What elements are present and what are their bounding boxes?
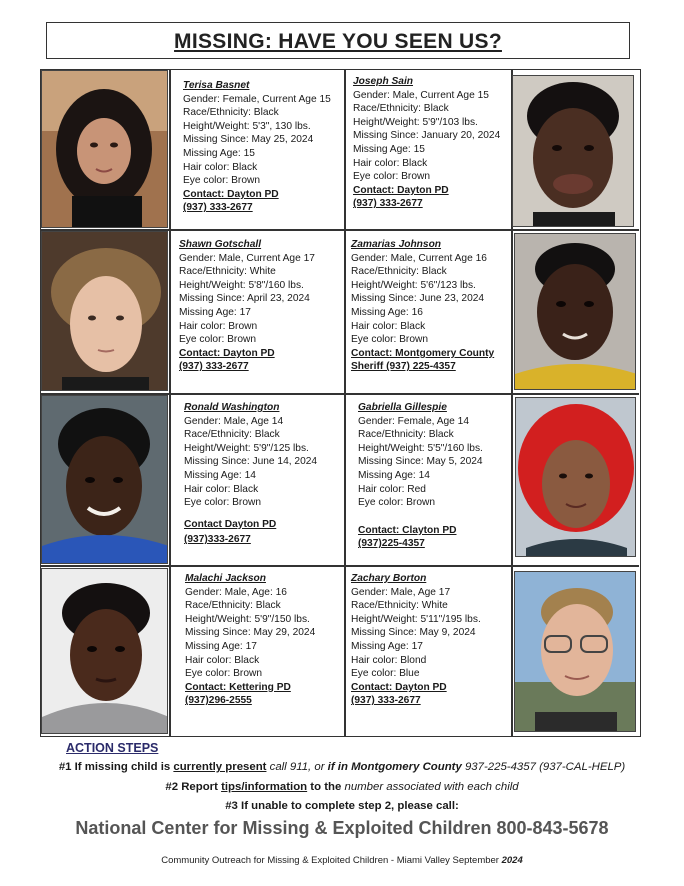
child-contact: Contact: Dayton PD <box>353 184 449 196</box>
child-contact-phone: (937)225-4357 <box>358 538 425 550</box>
child-height-weight: Height/Weight: 5'9"/103 lbs. <box>353 116 478 128</box>
child-height-weight: Height/Weight: 5'5"/160 lbs. <box>358 442 483 454</box>
photo-zachary-borton <box>514 571 636 732</box>
col-divider <box>169 70 171 229</box>
photo-ronald-washington <box>41 395 168 564</box>
child-height-weight: Height/Weight: 5'6"/123 lbs. <box>351 279 476 291</box>
person-photo-icon <box>516 398 636 557</box>
child-missing-age: Missing Age: 17 <box>185 640 257 652</box>
child-gender: Gender: Male, Age 17 <box>351 586 451 598</box>
child-contact-phone: (937)296-2555 <box>185 695 252 707</box>
child-contact-phone: (937) 333-2677 <box>183 202 253 214</box>
step-1-part-e: 937-225-4357 (937-CAL-HELP) <box>461 761 626 773</box>
step-1-part-b: currently present <box>173 761 267 773</box>
step-2-part-a: #2 Report <box>165 781 222 793</box>
child-hair: Hair color: Black <box>183 161 258 173</box>
child-missing-since: Missing Since: April 23, 2024 <box>179 293 310 305</box>
child-height-weight: Height/Weight: 5'3", 130 lbs. <box>183 120 311 132</box>
child-eyes: Eye color: Brown <box>179 334 257 346</box>
row-divider <box>41 565 639 567</box>
photo-joseph-sain <box>512 75 634 227</box>
child-name: Joseph Sain <box>353 76 414 87</box>
child-missing-age: Missing Age: 14 <box>184 469 256 481</box>
child-missing-since: Missing Since: May 29, 2024 <box>185 627 316 639</box>
child-hair: Hair color: Red <box>358 483 426 495</box>
child-gender: Gender: Male, Current Age 17 <box>179 252 315 264</box>
child-contact: Contact: Montgomery County <box>351 347 495 359</box>
child-gender: Gender: Male, Current Age 15 <box>353 89 489 101</box>
child-name: Terisa Basnet <box>183 80 250 91</box>
child-name: Malachi Jackson <box>185 573 266 584</box>
photo-terisa-basnet <box>41 70 168 228</box>
step-3: #3 If unable to complete step 2, please call: <box>225 800 459 812</box>
child-height-weight: Height/Weight: 5'9"/125 lbs. <box>184 442 309 454</box>
child-hair: Hair color: Black <box>353 157 428 169</box>
info-joseph-sain <box>353 75 511 211</box>
action-steps-heading: ACTION STEPS <box>66 741 159 755</box>
child-race: Race/Ethnicity: White <box>351 600 448 612</box>
photo-shawn-gotschall <box>41 231 168 391</box>
child-contact-phone: (937) 333-2677 <box>351 695 421 707</box>
child-contact-phone: (937) 333-2677 <box>353 198 423 210</box>
col-divider <box>169 566 171 736</box>
footer <box>0 855 684 866</box>
person-photo-icon <box>42 232 168 391</box>
footer-year: 2024 <box>501 855 523 866</box>
child-contact: Contact: Dayton PD <box>179 347 275 359</box>
info-gabriella-gillespie <box>358 401 514 551</box>
child-gender: Gender: Male, Age 14 <box>184 415 284 427</box>
info-malachi-jackson <box>185 572 345 708</box>
child-contact: Contact: Dayton PD <box>183 188 279 200</box>
child-name: Gabriella Gillespie <box>358 402 447 413</box>
child-contact: Contact: Dayton PD <box>351 681 447 693</box>
col-divider <box>169 230 171 393</box>
child-gender: Gender: Female, Current Age 15 <box>183 93 331 105</box>
child-contact-phone: (937) 333-2677 <box>179 361 249 373</box>
step-1-part-a: #1 If missing child is <box>58 761 174 773</box>
child-eyes: Eye color: Brown <box>185 668 263 680</box>
child-eyes: Eye color: Blue <box>351 668 420 680</box>
child-hair: Hair color: Black <box>184 483 259 495</box>
person-photo-icon <box>42 71 168 228</box>
step-1 <box>0 761 684 773</box>
step-2-part-c: to the <box>307 781 345 793</box>
child-height-weight: Height/Weight: 5'8"/160 lbs. <box>179 279 304 291</box>
child-gender: Gender: Male, Current Age 16 <box>351 252 487 264</box>
info-zamarias-johnson <box>351 238 513 374</box>
child-missing-age: Missing Age: 14 <box>358 469 430 481</box>
photo-zamarias-johnson <box>514 233 636 390</box>
child-contact-phone: Sheriff (937) 225-4357 <box>351 361 456 373</box>
child-hair: Hair color: Brown <box>179 320 258 332</box>
step-1-part-d: if in Montgomery County <box>327 761 462 773</box>
child-contact: Contact: Kettering PD <box>185 681 291 693</box>
person-photo-icon <box>42 396 168 564</box>
info-shawn-gotschall <box>179 238 341 374</box>
step-2 <box>0 781 684 793</box>
person-photo-icon <box>42 569 168 734</box>
child-race: Race/Ethnicity: Black <box>183 107 279 119</box>
child-name: Ronald Washington <box>184 402 280 413</box>
child-name: Shawn Gotschall <box>179 239 262 250</box>
page-title: MISSING: HAVE YOU SEEN US? <box>174 30 502 53</box>
child-hair: Hair color: Black <box>351 320 426 332</box>
child-height-weight: Height/Weight: 5'11"/195 lbs. <box>351 613 481 625</box>
child-race: Race/Ethnicity: Black <box>353 103 449 115</box>
child-race: Race/Ethnicity: Black <box>184 429 280 441</box>
photo-malachi-jackson <box>41 568 168 734</box>
child-eyes: Eye color: Brown <box>183 175 261 187</box>
child-name: Zamarias Johnson <box>351 239 442 250</box>
child-gender: Gender: Male, Age: 16 <box>185 586 287 598</box>
child-missing-age: Missing Age: 15 <box>183 147 255 159</box>
child-missing-age: Missing Age: 16 <box>351 306 423 318</box>
child-name: Zachary Borton <box>351 573 427 584</box>
child-eyes: Eye color: Brown <box>353 171 431 183</box>
child-eyes: Eye color: Brown <box>351 334 429 346</box>
child-eyes: Eye color: Brown <box>358 497 436 509</box>
col-divider <box>169 394 171 565</box>
child-missing-since: Missing Since: June 23, 2024 <box>351 293 485 305</box>
child-height-weight: Height/Weight: 5'9"/150 lbs. <box>185 613 310 625</box>
child-race: Race/Ethnicity: Black <box>351 266 447 278</box>
child-hair: Hair color: Blond <box>351 654 427 666</box>
child-missing-since: Missing Since: June 14, 2024 <box>184 456 318 468</box>
child-contact-phone: (937)333-2677 <box>184 534 251 546</box>
info-terisa-basnet <box>183 79 343 215</box>
step-2-part-d: number associated with each child <box>344 781 519 793</box>
child-contact: Contact Dayton PD <box>184 518 277 530</box>
child-gender: Gender: Female, Age 14 <box>358 415 469 427</box>
child-missing-since: Missing Since: January 20, 2024 <box>353 130 501 142</box>
photo-gabriella-gillespie <box>515 397 636 557</box>
footer-text: Community Outreach for Missing & Exploited Children - Miami Valley September <box>161 855 502 866</box>
person-photo-icon <box>513 76 634 227</box>
person-photo-icon <box>515 572 636 732</box>
person-photo-icon <box>515 234 636 390</box>
step-1-part-c: call 911, or <box>266 761 328 773</box>
child-missing-since: Missing Since: May 5, 2024 <box>358 456 483 468</box>
child-race: Race/Ethnicity: White <box>179 266 276 278</box>
child-race: Race/Ethnicity: Black <box>358 429 454 441</box>
ncmec-hotline: National Center for Missing & Exploited Children 800-843-5678 <box>75 818 609 838</box>
info-zachary-borton <box>351 572 511 708</box>
title-box <box>46 22 630 59</box>
child-missing-age: Missing Age: 15 <box>353 143 425 155</box>
child-missing-age: Missing Age: 17 <box>179 306 251 318</box>
info-ronald-washington <box>184 401 344 547</box>
child-race: Race/Ethnicity: Black <box>185 600 281 612</box>
child-missing-age: Missing Age: 17 <box>351 640 423 652</box>
child-hair: Hair color: Black <box>185 654 260 666</box>
child-contact: Contact: Clayton PD <box>358 524 457 536</box>
child-missing-since: Missing Since: May 25, 2024 <box>183 134 314 146</box>
child-missing-since: Missing Since: May 9, 2024 <box>351 627 476 639</box>
child-eyes: Eye color: Brown <box>184 497 262 509</box>
step-2-part-b: tips/information <box>221 781 308 793</box>
